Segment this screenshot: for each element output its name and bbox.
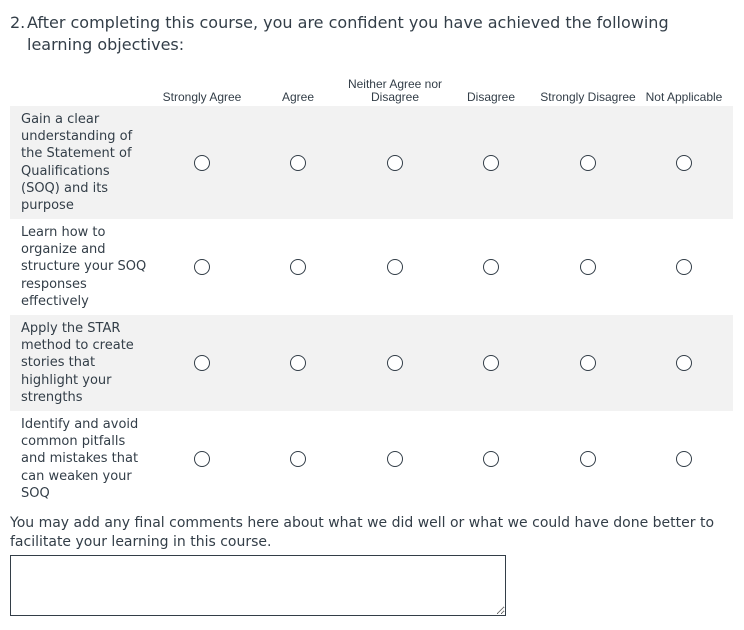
column-header-strongly-agree: Strongly Agree <box>162 90 242 104</box>
radio-soq-structure-strongly-disagree[interactable] <box>580 259 596 275</box>
question-text: After completing this course, you are confident you have achieved the following learning objectives: <box>27 13 669 54</box>
radio-avoid-pitfalls-neutral[interactable] <box>387 451 403 467</box>
matrix-row-star-method <box>10 315 733 411</box>
column-header-not-applicable: Not Applicable <box>645 90 723 104</box>
radio-soq-structure-disagree[interactable] <box>483 259 499 275</box>
radio-avoid-pitfalls-agree[interactable] <box>290 451 306 467</box>
radio-star-method-not-applicable[interactable] <box>676 355 692 371</box>
matrix-row-soq-structure <box>10 219 733 315</box>
radio-star-method-strongly-disagree[interactable] <box>580 355 596 371</box>
comment-label: You may add any final comments here about what we did well or what we could have done better to facilitate your learning in this course. <box>10 515 715 550</box>
radio-soq-structure-not-applicable[interactable] <box>676 259 692 275</box>
column-header-disagree: Disagree <box>466 90 516 104</box>
radio-soq-structure-neutral[interactable] <box>387 259 403 275</box>
row-label: Gain a clear understanding of the Statement of Qualifications (SOQ) and its purpose <box>21 111 133 213</box>
column-header-strongly-disagree: Strongly Disagree <box>540 90 636 104</box>
radio-star-method-agree[interactable] <box>290 355 306 371</box>
row-label: Learn how to organize and structure your SOQ responses effectively <box>21 224 147 309</box>
matrix-body <box>10 106 733 507</box>
row-label: Identify and avoid common pitfalls and mistakes that can weaken your SOQ <box>21 416 139 501</box>
radio-avoid-pitfalls-disagree[interactable] <box>483 451 499 467</box>
radio-star-method-strongly-agree[interactable] <box>194 355 210 371</box>
radio-star-method-disagree[interactable] <box>483 355 499 371</box>
radio-soq-structure-agree[interactable] <box>290 259 306 275</box>
radio-soq-structure-strongly-agree[interactable] <box>194 259 210 275</box>
matrix-row-avoid-pitfalls <box>10 411 733 507</box>
radio-avoid-pitfalls-strongly-disagree[interactable] <box>580 451 596 467</box>
radio-soq-understanding-strongly-disagree[interactable] <box>580 155 596 171</box>
radio-star-method-neutral[interactable] <box>387 355 403 371</box>
comment-textarea[interactable] <box>10 555 506 616</box>
radio-avoid-pitfalls-strongly-agree[interactable] <box>194 451 210 467</box>
likert-matrix <box>10 70 733 507</box>
question-title <box>10 12 690 56</box>
radio-soq-understanding-agree[interactable] <box>290 155 306 171</box>
radio-soq-understanding-disagree[interactable] <box>483 155 499 171</box>
question-number: 2. <box>10 13 26 32</box>
radio-soq-understanding-not-applicable[interactable] <box>676 155 692 171</box>
radio-avoid-pitfalls-not-applicable[interactable] <box>676 451 692 467</box>
column-header-agree: Agree <box>281 90 315 104</box>
row-label: Apply the STAR method to create stories that highlight your strengths <box>21 320 134 405</box>
radio-soq-understanding-neutral[interactable] <box>387 155 403 171</box>
matrix-header <box>10 70 733 106</box>
matrix-row-soq-understanding <box>10 106 733 219</box>
radio-soq-understanding-strongly-agree[interactable] <box>194 155 210 171</box>
column-header-neutral: Neither Agree nor Disagree <box>347 77 443 104</box>
